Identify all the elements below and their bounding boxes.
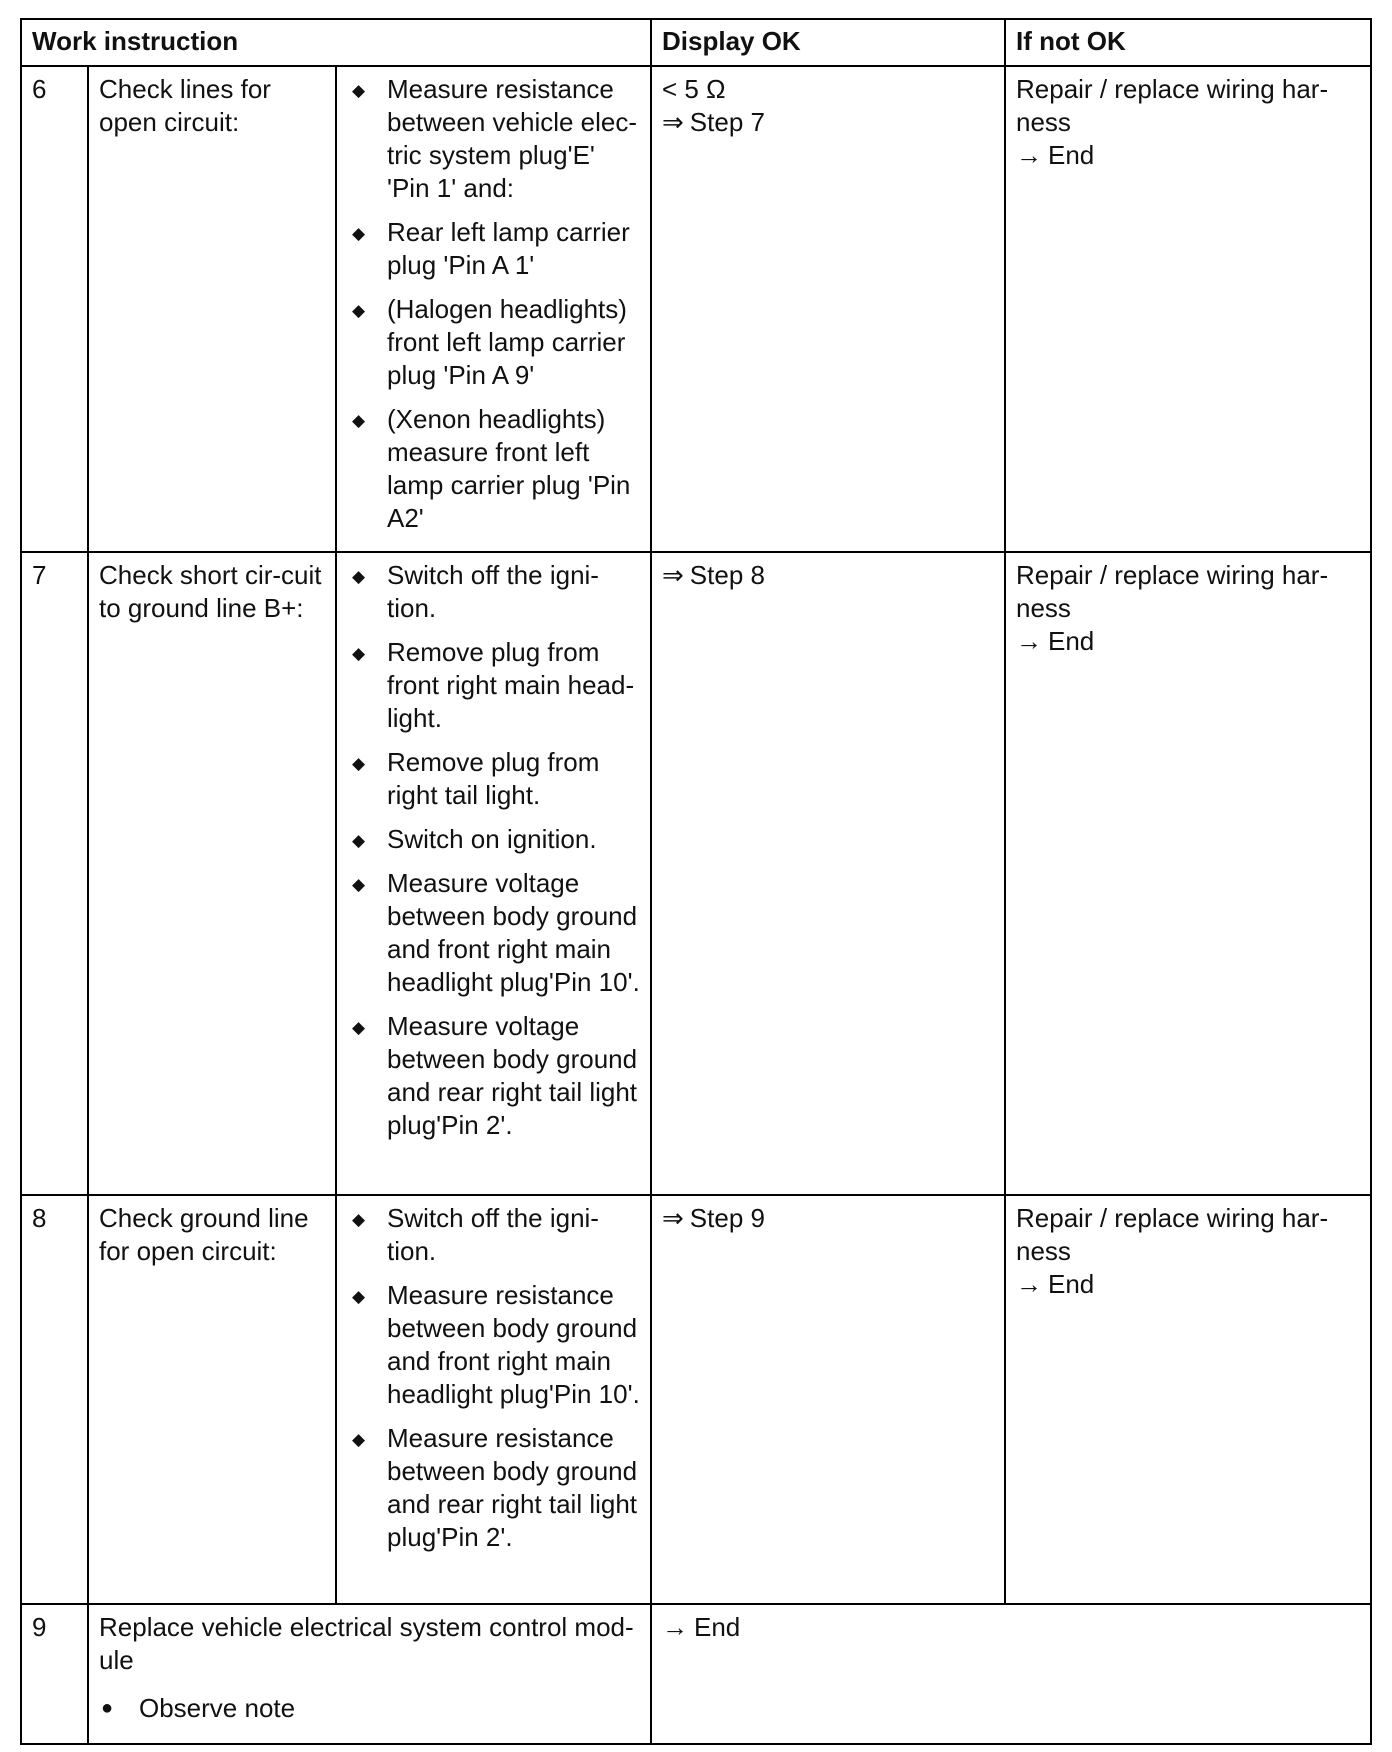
measure-list-cell — [336, 66, 651, 552]
measure-item: ◆ Switch on ignition. — [347, 823, 640, 856]
measure-item: ◆ Switch off the igni-tion. — [347, 559, 640, 625]
fail-action: Repair / replace wiring har-ness — [1016, 560, 1329, 623]
fail-action: Repair / replace wiring har-ness — [1016, 74, 1329, 137]
header-display-ok: Display OK — [651, 19, 1005, 66]
header-if-not-ok: If not OK — [1005, 19, 1371, 66]
measure-item: ◆ Measure voltage between body ground and rear right tail light plug'Pin 2'. — [347, 1010, 640, 1142]
measure-item: ◆ (Halogen headlights) front left lamp carrier plug 'Pin A 9' — [347, 293, 640, 392]
right-arrow-icon: → — [662, 1612, 688, 1642]
right-arrow-icon: → — [1016, 1269, 1042, 1299]
fail-action: Repair / replace wiring har-ness — [1016, 1203, 1329, 1266]
display-value: < 5 Ω — [662, 74, 726, 104]
implies-arrow-icon: ⇒ — [662, 1203, 684, 1233]
table-row-step-6 — [21, 66, 1371, 552]
measure-list — [347, 559, 640, 1142]
measure-item: ◆ Switch off the igni-tion. — [347, 1202, 640, 1268]
measure-list-cell — [336, 1195, 651, 1604]
check-description: Check short cir-cuit to ground line B+: — [88, 552, 336, 1195]
table-header-row — [21, 19, 1371, 66]
measure-item: ◆ Measure resistance between body ground and rear right tail light plug'Pin 2'. — [347, 1422, 640, 1554]
step-number: 8 — [21, 1195, 88, 1604]
note-item: ● Observe note — [99, 1692, 640, 1725]
check-description: Check lines for open circuit: — [88, 66, 336, 552]
measure-item: ◆ Remove plug from right tail light. — [347, 746, 640, 812]
implies-arrow-icon: ⇒ — [662, 107, 684, 137]
next-step: Step 7 — [689, 107, 765, 137]
step-number: 7 — [21, 552, 88, 1195]
next-step: End — [694, 1612, 741, 1642]
header-work-instruction: Work instruction — [21, 19, 651, 66]
check-description: Check ground line for open circuit: — [88, 1195, 336, 1604]
measure-item: ◆ Rear left lamp carrier plug 'Pin A 1' — [347, 216, 640, 282]
work-instruction-table — [20, 18, 1372, 1745]
step-number: 6 — [21, 66, 88, 552]
table-row-step-7 — [21, 552, 1371, 1195]
table-row-step-8 — [21, 1195, 1371, 1604]
measure-item: ◆ (Xenon headlights) measure front left lamp carrier plug 'Pin A2' — [347, 403, 640, 535]
instruction-cell — [88, 1604, 651, 1744]
measure-item: ◆ Remove plug from front right main head-light. — [347, 636, 640, 735]
if-not-ok-cell — [1005, 552, 1371, 1195]
right-arrow-icon: → — [1016, 140, 1042, 170]
implies-arrow-icon: ⇒ — [662, 560, 684, 590]
measure-list — [347, 1202, 640, 1554]
display-ok-cell — [651, 1195, 1005, 1604]
measure-list — [347, 73, 640, 535]
display-ok-cell — [651, 66, 1005, 552]
right-arrow-icon: → — [1016, 626, 1042, 656]
display-ok-cell — [651, 1604, 1371, 1744]
fail-next: End — [1048, 1269, 1095, 1299]
fail-next: End — [1048, 626, 1095, 656]
next-step: Step 8 — [689, 560, 765, 590]
step-number: 9 — [21, 1604, 88, 1744]
instruction-text: Replace vehicle electrical system control mod-ule — [99, 1612, 634, 1675]
display-ok-cell — [651, 552, 1005, 1195]
if-not-ok-cell — [1005, 66, 1371, 552]
next-step: Step 9 — [689, 1203, 765, 1233]
measure-item: ◆ Measure resistance between vehicle elec-tric system plug'E' 'Pin 1' and: — [347, 73, 640, 205]
table-row-step-9 — [21, 1604, 1371, 1744]
fail-next: End — [1048, 140, 1095, 170]
measure-item: ◆ Measure resistance between body ground and front right main headlight plug'Pin 10'. — [347, 1279, 640, 1411]
measure-item: ◆ Measure voltage between body ground and front right main headlight plug'Pin 10'. — [347, 867, 640, 999]
measure-list-cell — [336, 552, 651, 1195]
if-not-ok-cell — [1005, 1195, 1371, 1604]
